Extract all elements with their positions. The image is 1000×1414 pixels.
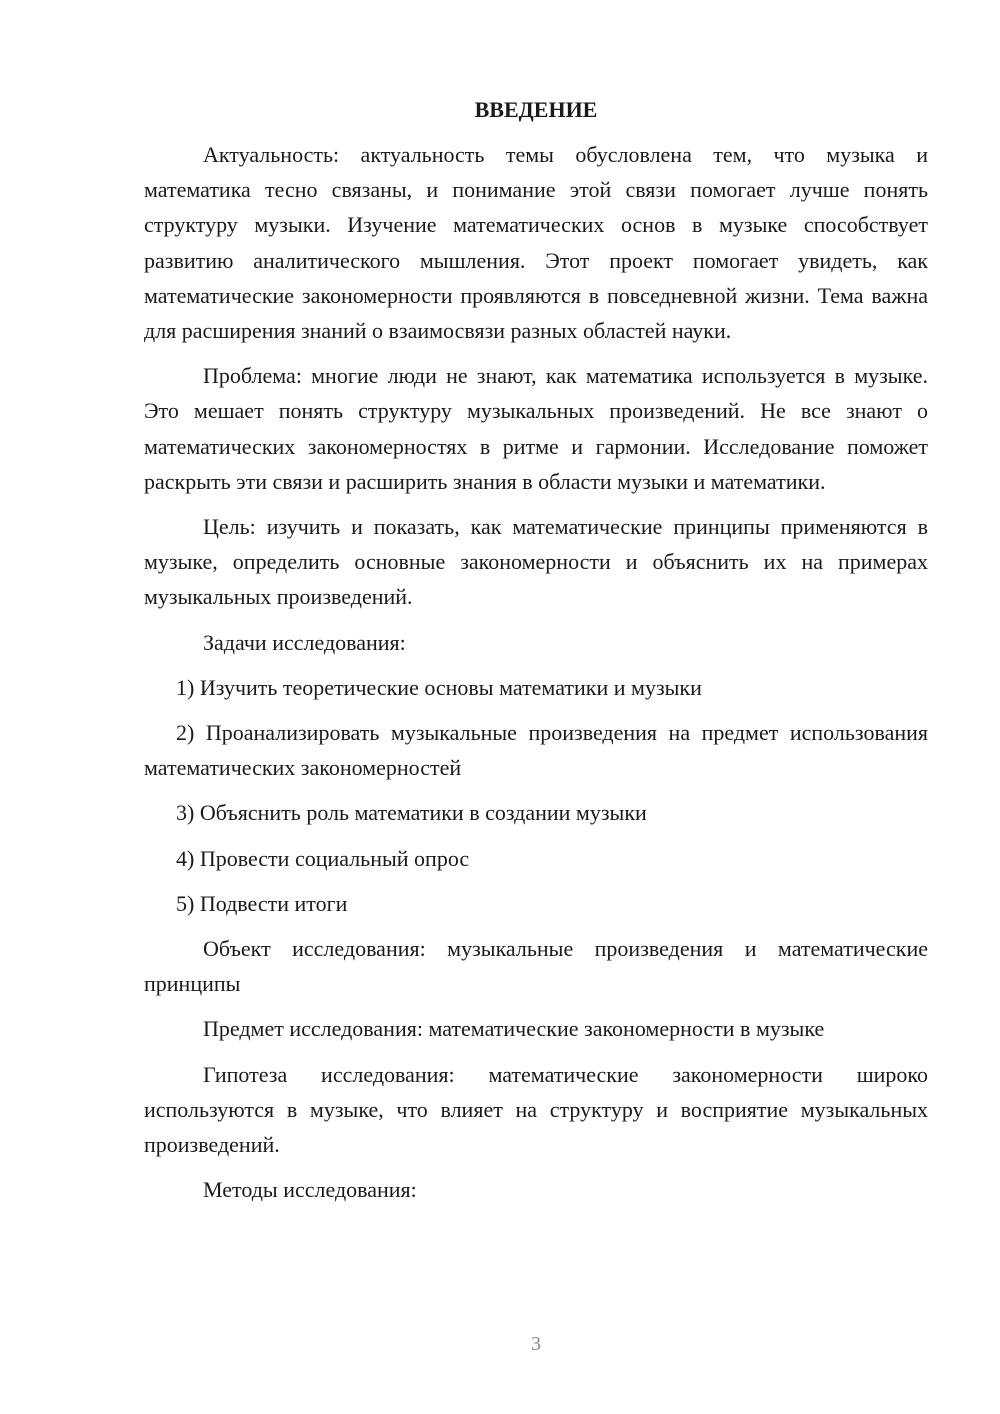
document-page: [144, 92, 928, 1217]
task-item-5: 5) Подвести итоги: [176, 890, 348, 916]
task-item-3: 3) Объяснить роль математики в создании музыки: [176, 800, 647, 826]
hypothesis-paragraph: Гипотеза исследования: математические закономерности широко используются в музыке, что влияет на структуру и восприятие музыкальных произведений.: [144, 1061, 928, 1158]
task-item-1: 1) Изучить теоретические основы математики и музыки: [176, 674, 702, 700]
relevance-paragraph: Актуальность: актуальность темы обусловлена тем, что музыка и математика тесно связаны, и понимание этой связи помогает лучше понять структуру музыки. Изучение математических основ в музыке способствует развитию аналитического мышления. Этот проект помогает увидеть, как математические закономерности проявляются в повседневной жизни. Тема важна для расширения знаний о взаимосвязи разных областей науки.: [144, 142, 928, 344]
object-paragraph: Объект исследования: музыкальные произведения и математические принципы: [144, 936, 928, 997]
section-heading: ВВЕДЕНИЕ: [474, 97, 598, 122]
page-number: 3: [531, 1333, 541, 1355]
task-item-2: 2) Проанализировать музыкальные произведения на предмет использования математических закономерностей: [144, 720, 928, 781]
goal-paragraph: Цель: изучить и показать, как математические принципы применяются в музыке, определить основные закономерности и объяснить их на примерах музыкальных произведений.: [144, 514, 928, 610]
problem-paragraph: Проблема: многие люди не знают, как математика используется в музыке. Это мешает понять структуру музыкальных произведений. Не все знают о математических закономерностях в ритме и гармонии. Исследование поможет раскрыть эти связи и расширить знания в области музыки и математики.: [144, 363, 928, 494]
task-item-4: 4) Провести социальный опрос: [176, 845, 470, 871]
tasks-title: Задачи исследования:: [203, 629, 406, 655]
methods-title: Методы исследования:: [203, 1177, 417, 1203]
subject-paragraph: Предмет исследования: математические закономерности в музыке: [203, 1016, 825, 1042]
